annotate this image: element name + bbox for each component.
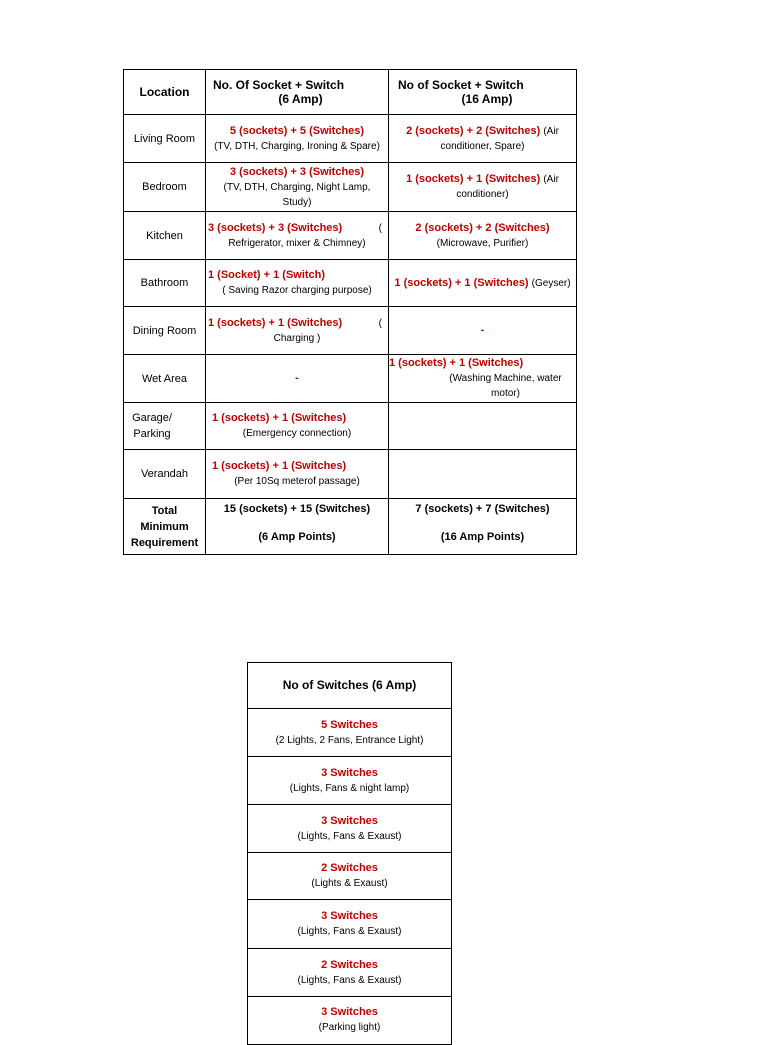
- location-cell: Verandah: [124, 450, 206, 499]
- header-line: (6 Amp): [278, 92, 323, 106]
- count-text: 1 (sockets) + 1 (Switches): [208, 316, 343, 329]
- note-text: (Lights, Fans & night lamp): [289, 782, 410, 794]
- note-text: (TV, DTH, Charging, Night Lamp, Study): [223, 181, 371, 208]
- six-amp-cell: [206, 355, 389, 403]
- sixteen-amp-cell: [389, 307, 577, 355]
- note-text: (Lights, Fans & Exaust): [297, 974, 402, 986]
- count-text: 1 (sockets) + 1 (Switches): [212, 460, 347, 472]
- count-text: 1 (sockets) + 1 (Switches): [212, 412, 347, 424]
- location-cell: Dining Room: [124, 307, 206, 355]
- table-row: [124, 307, 577, 355]
- table-row: [248, 853, 452, 900]
- location-cell: Wet Area: [124, 355, 206, 403]
- count-text: 5 (sockets) + 5 (Switches): [229, 124, 365, 137]
- note-text: (: [378, 222, 382, 234]
- six-amp-cell: [206, 450, 389, 499]
- note-text: (Air: [543, 125, 559, 137]
- note-text: (Emergency connection): [242, 428, 352, 439]
- count-text: 2 (sockets) + 2 (Switches): [406, 124, 541, 137]
- count-text: 3 (sockets) + 3 (Switches): [229, 165, 365, 178]
- switches-header: No of Switches (6 Amp): [248, 663, 452, 709]
- count-text: -: [480, 324, 485, 336]
- six-amp-cell: [206, 115, 389, 163]
- table-row: [248, 757, 452, 805]
- switch-count: 2 Switches: [321, 862, 378, 874]
- location-cell: Bathroom: [124, 260, 206, 307]
- total-sixteen-amp-cell: [389, 499, 577, 555]
- total-points: (6 Amp Points): [258, 531, 336, 543]
- note-text: Charging ): [273, 332, 321, 344]
- total-points: (16 Amp Points): [440, 531, 525, 543]
- note-text: (Geyser): [531, 277, 571, 289]
- header-line: No. Of Socket + Switch: [213, 78, 345, 92]
- total-count: 15 (sockets) + 15 (Switches): [223, 503, 371, 515]
- location-header: Location: [124, 70, 206, 115]
- count-text: -: [295, 372, 299, 384]
- header-line: (16 Amp): [461, 92, 513, 106]
- location-cell: Garage/ Parking: [124, 403, 206, 450]
- sixteen-amp-cell: [389, 450, 577, 499]
- total-six-amp-cell: [206, 499, 389, 555]
- table-row: [248, 805, 452, 853]
- sixteen-amp-header: [389, 70, 577, 115]
- count-text: 1 (sockets) + 1 (Switches): [394, 276, 529, 289]
- table-row: [248, 900, 452, 949]
- note-text: (Parking light): [318, 1022, 381, 1033]
- table-row: [124, 355, 577, 403]
- switch-count: 3 Switches: [321, 766, 378, 779]
- header-line: No of Socket + Switch: [398, 78, 524, 92]
- count-text: 3 (sockets) + 3 (Switches): [208, 221, 343, 234]
- table-row: [124, 403, 577, 450]
- location-cell: Kitchen: [124, 212, 206, 260]
- six-amp-header: [206, 70, 389, 115]
- switch-count: 3 Switches: [321, 1006, 378, 1018]
- table-row: [124, 115, 577, 163]
- sixteen-amp-cell: [389, 355, 577, 403]
- note-text: conditioner, Spare): [440, 140, 525, 152]
- note-text: (Lights, Fans & Exaust): [297, 926, 402, 937]
- count-text: 2 (sockets) + 2 (Switches): [415, 221, 550, 234]
- note-text: conditioner): [456, 189, 509, 200]
- table-row: [248, 997, 452, 1045]
- note-text: (TV, DTH, Charging, Ironing & Spare): [214, 140, 380, 152]
- sixteen-amp-cell: [389, 115, 577, 163]
- location-cell: Living Room: [124, 115, 206, 163]
- table-row: [124, 163, 577, 212]
- switch-count: 3 Switches: [321, 910, 378, 922]
- switch-count: 2 Switches: [321, 958, 378, 971]
- sixteen-amp-cell: [389, 163, 577, 212]
- switch-count: 3 Switches: [321, 814, 378, 827]
- location-cell: Bedroom: [124, 163, 206, 212]
- table-row: [124, 450, 577, 499]
- note-text: (2 Lights, 2 Fans, Entrance Light): [275, 734, 424, 746]
- table-row: [248, 949, 452, 997]
- sixteen-amp-cell: [389, 212, 577, 260]
- count-text: 1 (sockets) + 1 (Switches): [406, 173, 541, 185]
- note-text: (Per 10Sq meterof passage): [234, 476, 360, 487]
- count-text: 1 (sockets) + 1 (Switches): [389, 357, 524, 369]
- note-text: (: [378, 317, 382, 329]
- note-text: Refrigerator, mixer & Chimney): [228, 237, 366, 249]
- count-text: 1 (Socket) + 1 (Switch): [208, 269, 326, 281]
- table-row: [248, 709, 452, 757]
- switch-count: 5 Switches: [321, 718, 378, 731]
- six-amp-cell: [206, 260, 389, 307]
- note-text: ( Saving Razor charging purpose): [222, 285, 372, 296]
- sixteen-amp-cell: [389, 260, 577, 307]
- total-count: 7 (sockets) + 7 (Switches): [415, 503, 550, 515]
- total-row: [124, 499, 577, 555]
- table-row: [124, 260, 577, 307]
- six-amp-cell: [206, 163, 389, 212]
- six-amp-cell: [206, 403, 389, 450]
- note-text: (Washing Machine, water motor): [449, 373, 562, 399]
- note-text: (Lights, Fans & Exaust): [297, 830, 402, 842]
- six-amp-cell: [206, 212, 389, 260]
- socket-switch-table: [123, 69, 577, 555]
- sixteen-amp-cell: [389, 403, 577, 450]
- table-header-row: [124, 70, 577, 115]
- six-amp-cell: [206, 307, 389, 355]
- table-row: [124, 212, 577, 260]
- note-text: (Microwave, Purifier): [436, 237, 529, 249]
- note-text: (Lights & Exaust): [311, 878, 388, 889]
- note-text: (Air: [543, 174, 559, 185]
- switches-table: [247, 662, 452, 1045]
- total-label-cell: Total Minimum Requirement: [124, 499, 206, 555]
